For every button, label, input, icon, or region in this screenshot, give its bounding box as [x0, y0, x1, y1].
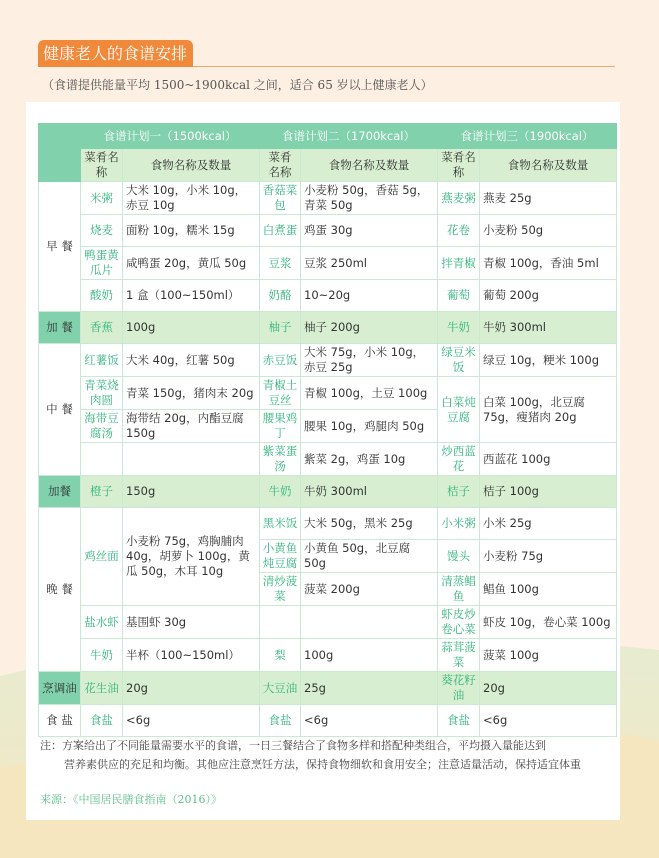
col-food: 食物名称及数量: [123, 149, 260, 182]
dish-name: 青椒土豆丝: [260, 377, 301, 410]
table-row: [39, 705, 617, 737]
dish-name: 花生油: [81, 672, 123, 705]
food-amount: 小米 25g: [480, 508, 617, 540]
dish-name: 虾皮炒卷心菜: [438, 606, 480, 639]
food-amount: <6g: [123, 705, 260, 737]
plan-header: 食谱计划三（1900kcal）: [438, 124, 617, 149]
dish-name: 花卷: [438, 215, 480, 247]
food-amount: 青椒 100g，香油 5ml: [480, 247, 617, 280]
dish-name: 绿豆米饭: [438, 344, 480, 377]
note-line: 营养素供应的充足和均衡。其他应注意烹饪方法，保持食物细软和食用安全；注意适量活动，保持适宜体重: [64, 758, 581, 771]
food-amount: 白菜 100g，北豆腐 75g，瘦猪肉 20g: [480, 377, 617, 443]
food-amount: 菠菜 100g: [480, 639, 617, 672]
meal-label: 加 餐: [39, 312, 81, 344]
food-amount: 小麦粉 50g: [480, 215, 617, 247]
food-amount: 绿豆 10g，粳米 100g: [480, 344, 617, 377]
dish-name: 葡萄: [438, 280, 480, 312]
dish-name: 橙子: [81, 476, 123, 508]
dish-name: 桔子: [438, 476, 480, 508]
food-amount: 虾皮 10g，卷心菜 100g: [480, 606, 617, 639]
dish-name: 鸡丝面: [81, 508, 123, 606]
dish-name: 赤豆饭: [260, 344, 301, 377]
table-row: [39, 280, 617, 312]
food-amount: 基围虾 30g: [123, 606, 260, 639]
dish-name: 香菇菜包: [260, 182, 301, 215]
food-amount: 柚子 200g: [301, 312, 438, 344]
food-amount: 10~20g: [301, 280, 438, 312]
table-row: [39, 182, 617, 215]
food-amount: 20g: [480, 672, 617, 705]
food-amount: 面粉 10g，糯米 15g: [123, 215, 260, 247]
food-amount: 小黄鱼 50g，北豆腐 50g: [301, 540, 438, 573]
food-amount: 青菜 150g，猪肉末 20g: [123, 377, 260, 410]
dish-name: 烧麦: [81, 215, 123, 247]
col-dish-name: 菜肴名称: [260, 149, 301, 182]
col-food: 食物名称及数量: [480, 149, 617, 182]
subtitle: （食谱提供能量平均 1500~1900kcal 之间，适合 65 岁以上健康老人）: [42, 78, 433, 92]
food-amount: 100g: [301, 639, 438, 672]
empty-cell: [260, 606, 301, 639]
food-amount: 小麦粉 75g，鸡胸脯肉 40g，胡萝卜 100g，黄瓜 50g，木耳 10g: [123, 508, 260, 606]
food-amount: <6g: [480, 705, 617, 737]
column-header-row: [39, 149, 617, 182]
meal-label: 晚 餐: [39, 508, 81, 672]
food-amount: 菠菜 200g: [301, 573, 438, 606]
dish-name: 食盐: [260, 705, 301, 737]
food-amount: 鸡蛋 30g: [301, 215, 438, 247]
food-amount: 咸鸭蛋 20g，黄瓜 50g: [123, 247, 260, 280]
table-row: [39, 215, 617, 247]
dish-name: 紫菜蛋汤: [260, 443, 301, 476]
corner-cell: [39, 149, 81, 182]
meal-label: 烹调油: [39, 672, 81, 705]
dish-name: 牛奶: [438, 312, 480, 344]
meal-plan-table: [38, 123, 617, 737]
dish-name: 米粥: [81, 182, 123, 215]
dish-name: 牛奶: [81, 639, 123, 672]
dish-name: 大豆油: [260, 672, 301, 705]
meal-label: 中 餐: [39, 344, 81, 476]
dish-name: 奶酪: [260, 280, 301, 312]
dish-name: 黑米饭: [260, 508, 301, 540]
food-amount: 100g: [123, 312, 260, 344]
food-amount: 小麦粉 50g，香菇 5g，青菜 50g: [301, 182, 438, 215]
table-row: [39, 606, 617, 639]
plan-header: 食谱计划一（1500kcal）: [81, 124, 260, 149]
table-row: [39, 247, 617, 280]
notes: [40, 736, 620, 774]
food-amount: 豆浆 250ml: [301, 247, 438, 280]
page-title: 健康老人的食谱安排: [38, 40, 193, 67]
food-amount: 大米 40g，红薯 50g: [123, 344, 260, 377]
food-amount: 紫菜 2g，鸡蛋 10g: [301, 443, 438, 476]
dish-name: 梨: [260, 639, 301, 672]
food-amount: 1 盒（100~150ml）: [123, 280, 260, 312]
empty-cell: [301, 606, 438, 639]
food-amount: 20g: [123, 672, 260, 705]
food-amount: 葡萄 200g: [480, 280, 617, 312]
table-row: [39, 476, 617, 508]
dish-name: 燕麦粥: [438, 182, 480, 215]
note-line: 注：方案给出了不同能量需要水平的食谱，一日三餐结合了食物多样和搭配种类组合，平均摄入量能达到: [40, 739, 546, 752]
table-row: [39, 672, 617, 705]
dish-name: 小米粥: [438, 508, 480, 540]
food-amount: 半杯（100~150ml）: [123, 639, 260, 672]
meal-label: 早 餐: [39, 182, 81, 312]
source-citation: 来源：《中国居民膳食指南（2016）》: [40, 793, 222, 806]
dish-name: 豆浆: [260, 247, 301, 280]
dish-name: 拌青椒: [438, 247, 480, 280]
dish-name: 馒头: [438, 540, 480, 573]
table-row: [39, 344, 617, 377]
food-amount: 25g: [301, 672, 438, 705]
dish-name: 酸奶: [81, 280, 123, 312]
plan-header-row: [39, 124, 617, 149]
table-row: [39, 312, 617, 344]
dish-name: 牛奶: [260, 476, 301, 508]
dish-name: 炒西蓝花: [438, 443, 480, 476]
col-dish-name: 菜肴名称: [438, 149, 480, 182]
col-dish-name: 菜肴名称: [81, 149, 123, 182]
dish-name: 葵花籽油: [438, 672, 480, 705]
empty-cell: [81, 443, 123, 476]
meal-label: 食 盐: [39, 705, 81, 737]
food-amount: 燕麦 25g: [480, 182, 617, 215]
dish-name: 柚子: [260, 312, 301, 344]
food-amount: 西蓝花 100g: [480, 443, 617, 476]
dish-name: 白菜炖豆腐: [438, 377, 480, 443]
food-amount: 海带结 20g，内酯豆腐 150g: [123, 410, 260, 443]
food-amount: 150g: [123, 476, 260, 508]
meal-label: 加餐: [39, 476, 81, 508]
food-amount: 牛奶 300ml: [301, 476, 438, 508]
food-amount: 青椒 100g，土豆 100g: [301, 377, 438, 410]
plan-header: 食谱计划二（1700kcal）: [260, 124, 438, 149]
corner-cell: [39, 124, 81, 149]
food-amount: 腰果 10g，鸡腿肉 50g: [301, 410, 438, 443]
food-amount: 大米 10g，小米 10g，赤豆 10g: [123, 182, 260, 215]
col-food: 食物名称及数量: [301, 149, 438, 182]
dish-name: 红薯饭: [81, 344, 123, 377]
dish-name: 海带豆腐汤: [81, 410, 123, 443]
table-row: [39, 508, 617, 540]
food-amount: 大米 75g，小米 10g，赤豆 25g: [301, 344, 438, 377]
table-row: [39, 443, 617, 476]
food-amount: <6g: [301, 705, 438, 737]
food-amount: 大米 50g，黑米 25g: [301, 508, 438, 540]
title-bar: [38, 44, 615, 67]
dish-name: 鸭蛋黄瓜片: [81, 247, 123, 280]
dish-name: 清炒菠菜: [260, 573, 301, 606]
dish-name: 食盐: [81, 705, 123, 737]
dish-name: 香蕉: [81, 312, 123, 344]
dish-name: 盐水虾: [81, 606, 123, 639]
dish-name: 清蒸鲳鱼: [438, 573, 480, 606]
food-amount: 桔子 100g: [480, 476, 617, 508]
dish-name: 小黄鱼炖豆腐: [260, 540, 301, 573]
food-amount: 小麦粉 75g: [480, 540, 617, 573]
dish-name: 蒜茸菠菜: [438, 639, 480, 672]
table-row: [39, 377, 617, 410]
dish-name: 白煮蛋: [260, 215, 301, 247]
dish-name: 食盐: [438, 705, 480, 737]
empty-cell: [123, 443, 260, 476]
food-amount: 鲳鱼 100g: [480, 573, 617, 606]
dish-name: 腰果鸡丁: [260, 410, 301, 443]
table-row: [39, 639, 617, 672]
food-amount: 牛奶 300ml: [480, 312, 617, 344]
dish-name: 青菜烧肉圆: [81, 377, 123, 410]
